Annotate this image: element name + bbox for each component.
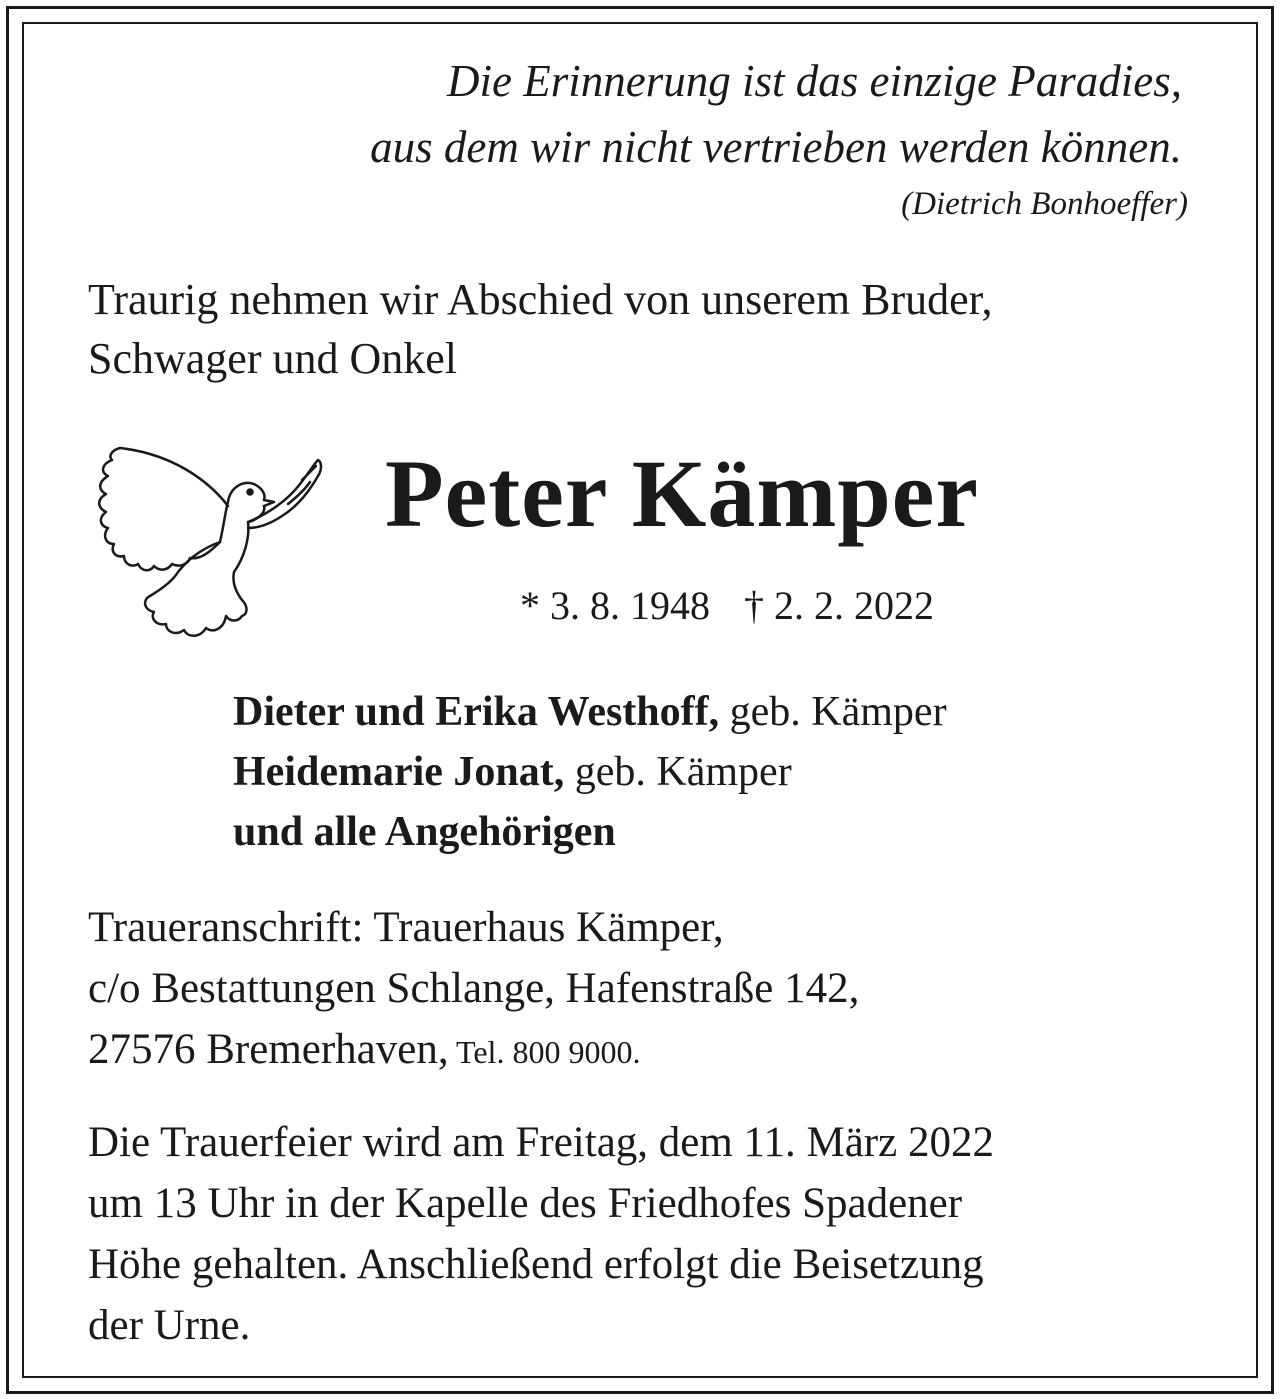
address-line-1: Traueranschrift: Trauerhaus Kämper, [88,904,724,951]
dove-icon [88,444,324,644]
ceremony-line-2: um 13 Uhr in der Kapelle des Friedhofes Spadener [88,1180,963,1227]
intro-text [88,270,993,388]
family-member-suffix: geb. Kämper [564,749,792,795]
deceased-name: Peter Kämper [385,440,979,547]
quote-line-1: Die Erinnerung ist das einzige Paradies, [447,56,1182,106]
death-date: † 2. 2. 2022 [744,583,934,628]
ceremony-text [88,1112,994,1356]
family-member [233,682,947,742]
quote-author: (Dietrich Bonhoeffer) [901,186,1188,222]
quote [370,48,1182,180]
family-member [233,802,947,862]
intro-line-2: Schwager und Onkel [88,334,458,383]
family-list [233,682,947,862]
ceremony-line-4: der Urne. [88,1302,251,1349]
birth-date: * 3. 8. 1948 [520,583,710,628]
address-city: 27576 Bremerhaven, [88,1026,449,1073]
phone-number: Tel. 800 9000. [448,1034,641,1070]
address-line-2: c/o Bestattungen Schlange, Hafenstraße 142, [88,965,860,1012]
address-line-3 [88,1019,859,1083]
mourning-address [88,897,859,1083]
family-member-name: Dieter und Erika Westhoff, [233,689,720,735]
intro-line-1: Traurig nehmen wir Abschied von unserem Bruder, [88,275,993,324]
life-dates [520,582,934,629]
family-member-name: und alle Angehörigen [233,809,616,855]
family-member-name: Heidemarie Jonat, [233,749,565,795]
quote-line-2: aus dem wir nicht vertrieben werden können. [370,122,1182,172]
family-member-suffix: geb. Kämper [719,689,947,735]
family-member [233,742,947,802]
ceremony-line-3: Höhe gehalten. Anschließend erfolgt die Beisetzung [88,1241,984,1288]
ceremony-line-1: Die Trauerfeier wird am Freitag, dem 11. März 2022 [88,1119,994,1166]
